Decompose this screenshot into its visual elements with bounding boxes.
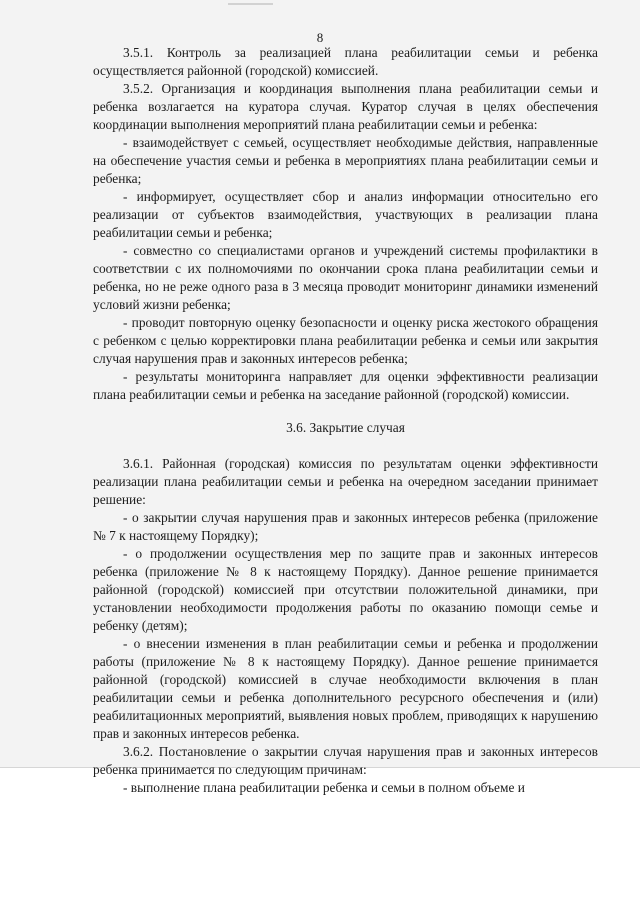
list-item-reassessment: - проводит повторную оценку безопасности и оценку риска жестокого обращения с ребенком с целью корректировки плана реабилитации ребенка и семьи или закрытия случая нарушения прав и законных интересов ребенка; — [93, 315, 598, 366]
paragraph-3-5-2: 3.5.2. Организация и координация выполнения плана реабилитации семьи и ребенка возлагается на куратора случая. Куратор случая в целях обеспечения координации выполнения мероприятий плана реабилитации семьи и ребенка: — [93, 81, 598, 132]
list-item-monitoring: - совместно со специалистами органов и учреждений системы профилактики в соответствии с их полномочиями по окончании срока плана реабилитации семьи и ребенка, но не реже одного раза в 3 месяца проводит мониторинг динамики изменений условий жизни ребенка; — [93, 243, 598, 312]
list-item-closing: - о закрытии случая нарушения прав и законных интересов ребенка (приложение № 7 к настоящему Порядку); — [93, 510, 598, 543]
list-item-interacts: - взаимодействует с семьей, осуществляет необходимые действия, направленные на обеспечение участия семьи и ребенка в мероприятиях плана реабилитации семьи и ребенка; — [93, 135, 598, 186]
list-item-continuation: - о продолжении осуществления мер по защите прав и законных интересов ребенка (приложение № 8 к настоящему Порядку). Данное решение принимается районной (городской) комиссией при отсутствии положительной динамики, при установлении необходимости продолжения работы по оказанию помощи семье и ребенку (детям); — [93, 546, 598, 633]
paragraph-3-5-1: 3.5.1. Контроль за реализацией плана реабилитации семьи и ребенка осуществляется районной (городской) комиссией. — [93, 45, 598, 78]
list-item-amendment: - о внесении изменения в план реабилитации семьи и ребенка и продолжении работы (приложение № 8 к настоящему Порядку). Данное решение принимается районной (городской) комиссией в случае необходимости включения в план реабилитации семьи и ребенка дополнительного ресурсного обеспечения и (или) реабилитационных мероприятий, выявления новых проблем, приводящих к нарушению прав и законных интересов ребенка. — [93, 636, 598, 741]
paragraph-3-6-1: 3.6.1. Районная (городская) комиссия по результатам оценки эффективности реализации плана реабилитации семьи и ребенка на очередном заседании принимает решение: — [93, 456, 598, 507]
list-item-fulfillment: - выполнение плана реабилитации ребенка и семьи в полном объеме и — [123, 780, 525, 795]
section-heading: 3.6. Закрытие случая — [286, 420, 405, 435]
document-body — [93, 44, 598, 797]
page-number: 8 — [316, 30, 324, 45]
list-item-results: - результаты мониторинга направляет для оценки эффективности реализации плана реабилитации семьи и ребенка на заседание районной (городской) комиссии. — [93, 369, 598, 402]
scan-artifact — [228, 3, 273, 5]
list-item-informs: - информирует, осуществляет сбор и анализ информации относительно его реализации от субъектов взаимодействия, участвующих в реализации плана реабилитации семьи и ребенка; — [93, 189, 598, 240]
paragraph-3-6-2: 3.6.2. Постановление о закрытии случая нарушения прав и законных интересов ребенка принимается по следующим причинам: — [93, 744, 598, 777]
